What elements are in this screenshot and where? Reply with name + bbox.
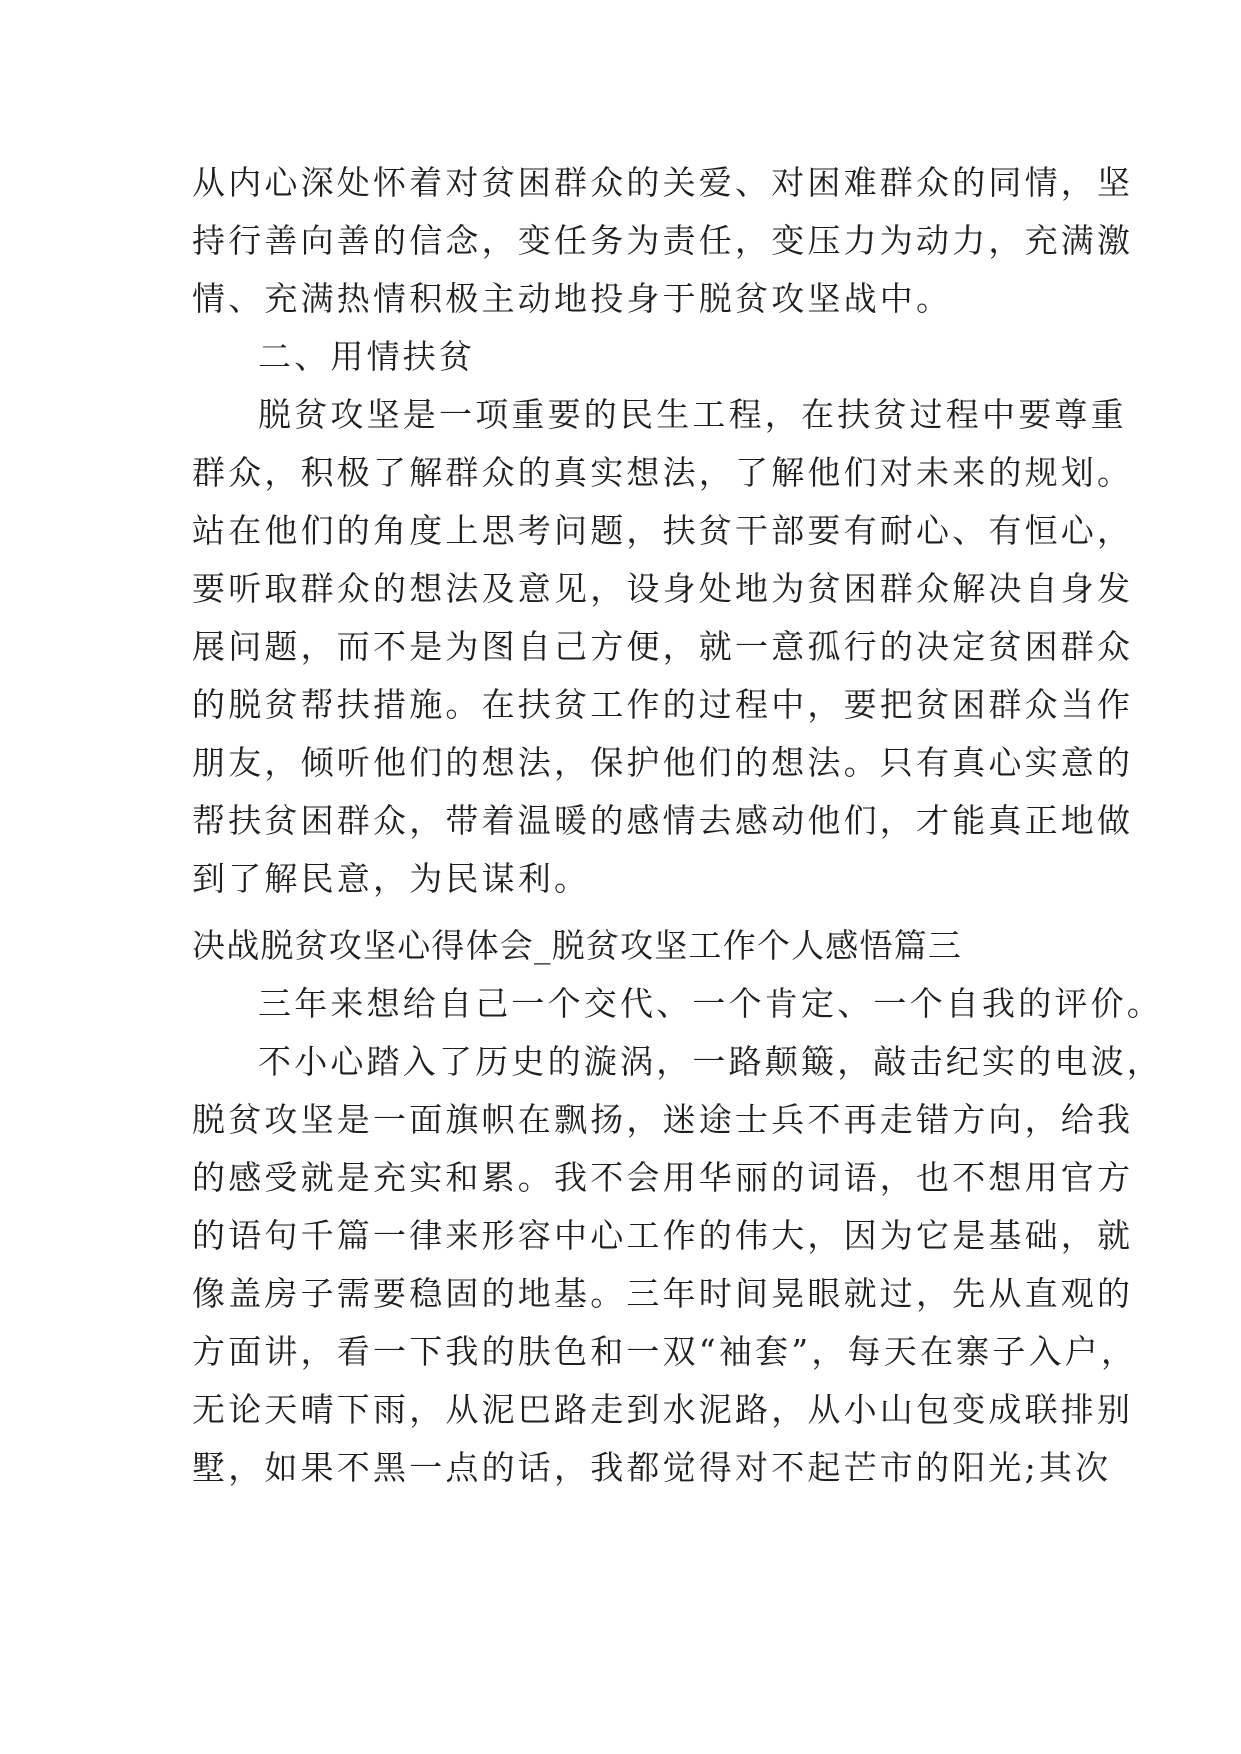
document-body-lower — [192, 917, 1163, 1497]
part-title: 决战脱贫攻坚心得体会_脱贫攻坚工作个人感悟篇三 — [192, 926, 963, 965]
paragraph-line: 墅，如果不黑一点的话，我都觉得对不起芒市的阳光;其次 — [192, 1448, 1112, 1487]
paragraph-line: 要听取群众的想法及意见，设身处地为贫困群众解决自身发 — [192, 569, 1134, 608]
paragraph-line: 脱贫攻坚是一面旗帜在飘扬，迷途士兵不再走错方向，给我 — [192, 1100, 1134, 1139]
paragraph-line: 的感受就是充实和累。我不会用华丽的词语，也不想用官方 — [192, 1158, 1134, 1197]
paragraph-line: 持行善向善的信念，变任务为责任，变压力为动力，充满激 — [192, 221, 1134, 260]
paragraph-line: 从内心深处怀着对贫困群众的关爱、对困难群众的同情，坚 — [192, 163, 1134, 202]
paragraph-line: 的脱贫帮扶措施。在扶贫工作的过程中，要把贫困群众当作 — [192, 685, 1134, 724]
paragraph-line: 的语句千篇一律来形容中心工作的伟大，因为它是基础，就 — [192, 1216, 1134, 1255]
paragraph-line: 到了解民意，为民谋利。 — [192, 859, 591, 898]
paragraph-line: 帮扶贫困群众，带着温暖的感情去感动他们，才能真正地做 — [192, 801, 1134, 840]
section-heading: 二、用情扶贫 — [258, 337, 476, 376]
paragraph-line: 群众，积极了解群众的真实想法，了解他们对未来的规划。 — [192, 453, 1134, 492]
intro-line: 三年来想给自己一个交代、一个肯定、一个自我的评价。 — [258, 984, 1163, 1023]
paragraph-line: 朋友，倾听他们的想法，保护他们的想法。只有真心实意的 — [192, 743, 1134, 782]
paragraph-line: 像盖房子需要稳固的地基。三年时间晃眼就过，先从直观的 — [192, 1274, 1134, 1313]
paragraph-line: 不小心踏入了历史的漩涡，一路颠簸，敲击纪实的电波， — [258, 1042, 1163, 1081]
document-body-upper — [192, 154, 1134, 908]
paragraph-line: 站在他们的角度上思考问题，扶贫干部要有耐心、有恒心， — [192, 511, 1134, 550]
paragraph-line: 展问题，而不是为图自己方便，就一意孤行的决定贫困群众 — [192, 627, 1134, 666]
paragraph-line: 无论天晴下雨，从泥巴路走到水泥路，从小山包变成联排别 — [192, 1390, 1134, 1429]
paragraph-line: 情、充满热情积极主动地投身于脱贫攻坚战中。 — [192, 279, 953, 318]
paragraph-line: 方面讲，看一下我的肤色和一双“袖套”，每天在寨子入户， — [192, 1332, 1138, 1371]
paragraph-line: 脱贫攻坚是一项重要的民生工程，在扶贫过程中要尊重 — [258, 395, 1127, 434]
